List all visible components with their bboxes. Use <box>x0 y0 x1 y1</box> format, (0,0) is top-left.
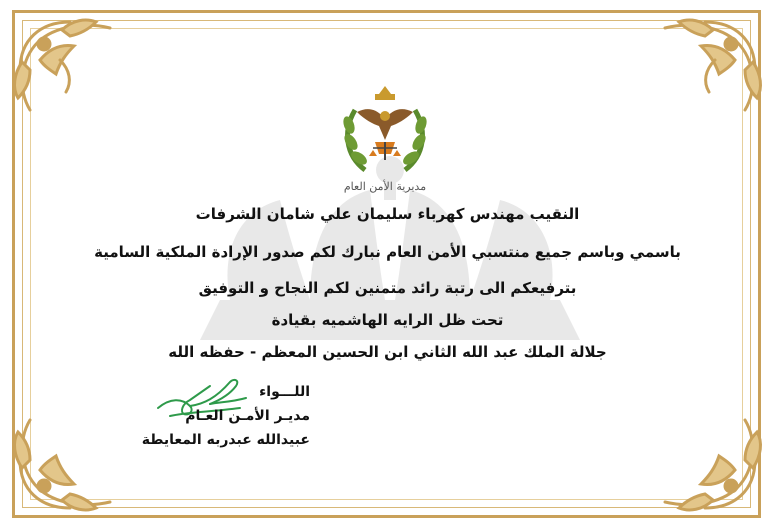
banner-line: تحت ظل الرايه الهاشميه بقيادة <box>271 311 504 329</box>
promotion-line: بترفيعكم الى رتبة رائد متمنين لكم النجاح و التوفيق <box>198 279 577 297</box>
public-security-emblem-icon <box>335 80 435 180</box>
corner-ornament-icon <box>0 0 140 140</box>
recipient-line: النقيب مهندس كهرباء سليمان علي شامان الشرفات <box>195 205 580 223</box>
signatory-title: مديـر الأمـن العـام <box>185 408 310 424</box>
signature-block <box>110 380 310 452</box>
corner-ornament-icon <box>635 390 775 530</box>
corner-ornament-icon <box>635 0 775 140</box>
emblem-caption: مديرية الأمن العام <box>343 180 427 193</box>
signatory-rank: اللـــواء <box>259 384 310 400</box>
congratulation-line: باسمي وباسم جميع منتسبي الأمن العام نبارك لكم صدور الإرادة الملكية السامية <box>94 243 681 261</box>
signatory-name: عبيدالله عبدربه المعايطة <box>141 432 310 448</box>
king-line: جلالة الملك عبد الله الثاني ابن الحسين المعظم - حفظه الله <box>168 343 607 361</box>
